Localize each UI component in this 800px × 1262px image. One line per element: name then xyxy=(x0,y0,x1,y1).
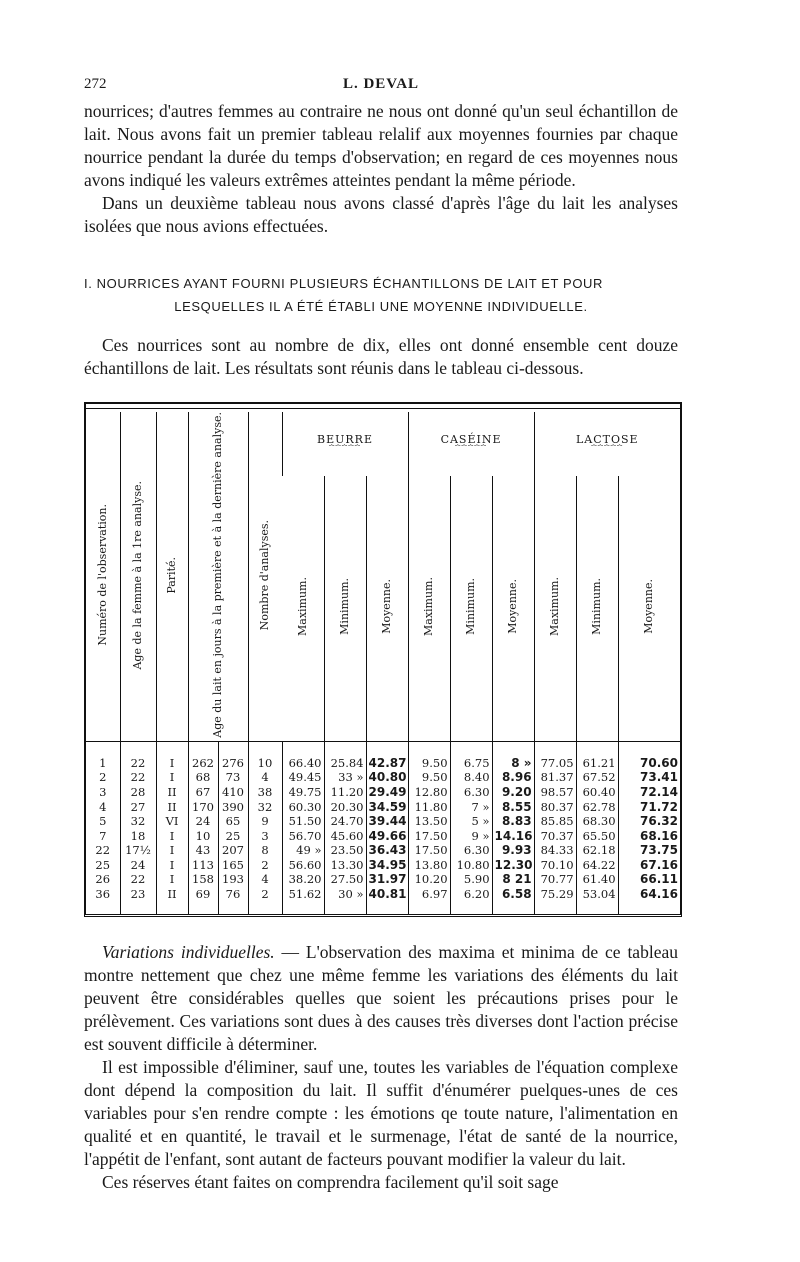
table-cell: 40.81 xyxy=(366,887,408,902)
variations-text: — L'observation des maxima et minima de ce tableau montre nettement que chez une même femme les variations des éléments du lait peuvent être considérables quelles que soient les précautions prises pour le prélèvement. Ces variations sont dues à des causes très diverses dont l'action précise est souvent difficile à déterminer. xyxy=(84,941,678,1054)
table-cell: 56.70 xyxy=(282,829,324,844)
table-cell: 85.85 xyxy=(534,814,576,829)
table-cell: 8.40 xyxy=(450,770,492,785)
table-cell: 49.45 xyxy=(282,770,324,785)
header-lactose-max: Maximum. xyxy=(534,476,576,742)
header-age-femme: Age de la femme à la 1re analyse. xyxy=(120,412,156,741)
header-caseine-max: Maximum. xyxy=(408,476,450,742)
header-beurre-max: Maximum. xyxy=(295,577,309,637)
table-cell: 84.33 xyxy=(534,843,576,858)
table-cell: 9.50 xyxy=(408,756,450,771)
table-cell: 13.30 xyxy=(324,858,366,873)
table-cell: 32 xyxy=(120,814,156,829)
table-cell: 36.43 xyxy=(366,843,408,858)
table-cell: 12.80 xyxy=(408,785,450,800)
table-cell: 9.93 xyxy=(492,843,534,858)
table-cell: 9.20 xyxy=(492,785,534,800)
table-cell: 23.50 xyxy=(324,843,366,858)
table-cell: 10.20 xyxy=(408,872,450,887)
table-cell: 8 » xyxy=(492,756,534,771)
table-cell: VI xyxy=(156,814,188,829)
table-row xyxy=(86,872,680,887)
table-cell: 30 » xyxy=(324,887,366,902)
section-title xyxy=(84,272,678,318)
table-cell: 6.58 xyxy=(492,887,534,902)
table-cell: 207 xyxy=(218,843,248,858)
table-cell: 39.44 xyxy=(366,814,408,829)
table-cell: 72.14 xyxy=(618,785,680,800)
table-cell: 25 xyxy=(95,857,111,872)
table-cell: 49.75 xyxy=(282,785,324,800)
table-cell: 7 » xyxy=(450,800,492,815)
header-beurre: BEURRE ⏞⏞⏞⏞⏞ xyxy=(282,412,408,476)
table-cell: 71.72 xyxy=(618,800,680,815)
table-cell: 10.80 xyxy=(450,858,492,873)
table-cell: 70.77 xyxy=(534,872,576,887)
table-cell: 62.18 xyxy=(576,843,618,858)
table-row xyxy=(86,770,680,785)
table-cell: 20.30 xyxy=(324,800,366,815)
table-cell: 14.16 xyxy=(492,829,534,844)
table-cell: 60.30 xyxy=(282,800,324,815)
header-numero: Numéro de l'observation. xyxy=(95,504,109,646)
table-cell: 22 xyxy=(120,770,156,785)
table-cell: 32 xyxy=(248,800,282,815)
table-cell: 8 xyxy=(248,843,282,858)
table-cell: 73.75 xyxy=(618,843,680,858)
table-cell: 69 xyxy=(188,887,218,902)
table-row xyxy=(86,756,680,771)
table-cell: I xyxy=(156,843,188,858)
table-cell: 390 xyxy=(218,800,248,815)
table-cell: 43 xyxy=(188,843,218,858)
table-row xyxy=(86,829,680,844)
table-cell: 11.20 xyxy=(324,785,366,800)
table-cell: 61.21 xyxy=(576,756,618,771)
table-cell: 76.32 xyxy=(618,814,680,829)
table-cell: 9 » xyxy=(450,829,492,844)
table-cell: 2 xyxy=(248,858,282,873)
table-cell: I xyxy=(156,858,188,873)
table-cell: 9.50 xyxy=(408,770,450,785)
header-age-lait: Age du lait en jours à la première et à la dernière analyse. xyxy=(188,412,248,741)
variations-title: Variations individuelles. xyxy=(102,941,275,962)
table-cell: 6.97 xyxy=(408,887,450,902)
table-cell: 12.30 xyxy=(492,858,534,873)
table-cell: 70.37 xyxy=(534,829,576,844)
header-parite: Parité. xyxy=(156,412,188,741)
table-cell: 8 21 xyxy=(492,872,534,887)
table-cell: II xyxy=(156,785,188,800)
table-cell: 25 xyxy=(218,829,248,844)
table-cell: 4 xyxy=(248,872,282,887)
table-cell: 5.90 xyxy=(450,872,492,887)
table-cell: 25.84 xyxy=(324,756,366,771)
table-cell: 13.50 xyxy=(408,814,450,829)
header-caseine-min: Minimum. xyxy=(450,476,492,742)
table-cell: 1 xyxy=(99,755,107,770)
table-cell: 2 xyxy=(99,770,107,785)
table-cell: 73.41 xyxy=(618,770,680,785)
table-cell: 10 xyxy=(188,829,218,844)
table-row xyxy=(86,800,680,815)
table-row xyxy=(86,843,680,858)
table-cell: 170 xyxy=(188,800,218,815)
table-cell: 28 xyxy=(120,785,156,800)
table-cell: 68 xyxy=(188,770,218,785)
table-cell: 26 xyxy=(95,872,111,887)
table-cell: 23 xyxy=(120,887,156,902)
table-row xyxy=(86,887,680,902)
table-cell: 36 xyxy=(95,887,111,902)
table-cell: 6.75 xyxy=(450,756,492,771)
table-cell: 56.60 xyxy=(282,858,324,873)
table-cell: 17.50 xyxy=(408,829,450,844)
table-cell: 38 xyxy=(248,785,282,800)
table-cell: 68.16 xyxy=(618,829,680,844)
table-cell: 22 xyxy=(95,843,111,858)
header-nombre: Nombre d'analyses. xyxy=(248,412,282,741)
table-cell: 2 xyxy=(248,887,282,902)
table-cell: 6.30 xyxy=(450,843,492,858)
table-cell: 158 xyxy=(188,872,218,887)
table-cell: 3 xyxy=(99,784,107,799)
table-cell: 7 xyxy=(99,828,107,843)
table-cell: 22 xyxy=(120,872,156,887)
table-cell: 24 xyxy=(120,858,156,873)
table-cell: 40.80 xyxy=(366,770,408,785)
paragraph: nourrices; d'autres femmes au contraire ne nous ont donné qu'un seul échantillon de lait. Nous avons fait un premier tableau relalif aux moyennes fournies par chaque nourrice pendant la durée du temps d'observation; en regard de ces moyennes nous avons indiqué les valeurs extrêmes atteintes pendant la même période. xyxy=(84,101,678,190)
table-cell: 5 xyxy=(99,814,107,829)
table-cell: 67 xyxy=(188,785,218,800)
table-cell: I xyxy=(156,872,188,887)
table-cell: 24 xyxy=(188,814,218,829)
table-cell: 67.52 xyxy=(576,770,618,785)
table-cell: 73 xyxy=(218,770,248,785)
table-cell: 66.40 xyxy=(282,756,324,771)
table-cell: 51.62 xyxy=(282,887,324,902)
page xyxy=(84,70,678,1194)
table-cell: I xyxy=(156,770,188,785)
page-number: 272 xyxy=(84,76,107,92)
table-cell: 6.30 xyxy=(450,785,492,800)
table-cell: 61.40 xyxy=(576,872,618,887)
table-row xyxy=(86,814,680,829)
header-lactose-min: Minimum. xyxy=(576,476,618,742)
table-cell: 27 xyxy=(120,800,156,815)
page-header xyxy=(84,70,678,100)
running-head: L. DEVAL xyxy=(342,76,420,92)
table-cell: 9 xyxy=(248,814,282,829)
table-cell: 11.80 xyxy=(408,800,450,815)
table-cell: 53.04 xyxy=(576,887,618,902)
section-title-line2: LESQUELLES IL A ÉTÉ ÉTABLI UNE MOYENNE INDIVIDUELLE. xyxy=(174,299,588,314)
table-cell: 17.50 xyxy=(408,843,450,858)
table-cell: 64.22 xyxy=(576,858,618,873)
header-lactose: LACTOSE ⏞⏞⏞⏞⏞ xyxy=(534,412,680,476)
table-cell: I xyxy=(156,756,188,771)
table-cell: 8.55 xyxy=(492,800,534,815)
table-cell: 60.40 xyxy=(576,785,618,800)
header-lactose-moy: Moyenne. xyxy=(618,476,680,742)
table-cell: 65 xyxy=(218,814,248,829)
table-cell: 3 xyxy=(248,829,282,844)
variations-paragraph xyxy=(84,941,678,1056)
table-cell: 6.20 xyxy=(450,887,492,902)
header-beurre-moy: Moyenne. xyxy=(366,476,408,742)
table-cell: 66.11 xyxy=(618,872,680,887)
table-cell: 70.60 xyxy=(618,756,680,771)
table-cell: 276 xyxy=(218,756,248,771)
table-cell: 17½ xyxy=(120,843,156,858)
table-cell: 193 xyxy=(218,872,248,887)
table-cell: 98.57 xyxy=(534,785,576,800)
table-cell: 33 » xyxy=(324,770,366,785)
table-cell: II xyxy=(156,800,188,815)
table-cell: 13.80 xyxy=(408,858,450,873)
table-row xyxy=(86,785,680,800)
table-cell: 29.49 xyxy=(366,785,408,800)
header-beurre-min: Minimum. xyxy=(324,476,366,742)
table-cell: 62.78 xyxy=(576,800,618,815)
table-cell: 77.05 xyxy=(534,756,576,771)
table-cell: 68.30 xyxy=(576,814,618,829)
table-cell: 27.50 xyxy=(324,872,366,887)
table-cell: I xyxy=(156,829,188,844)
table-cell: 34.59 xyxy=(366,800,408,815)
intro-paragraph: Ces nourrices sont au nombre de dix, elles ont donné ensemble cent douze échantillons de lait. Les résultats sont réunis dans le tableau ci-dessous. xyxy=(84,335,678,378)
table-cell: 49 » xyxy=(282,843,324,858)
table-cell: 113 xyxy=(188,858,218,873)
table-cell: 75.29 xyxy=(534,887,576,902)
table-cell: 24.70 xyxy=(324,814,366,829)
data-table xyxy=(84,402,682,917)
table-cell: 22 xyxy=(120,756,156,771)
table-cell: 165 xyxy=(218,858,248,873)
table-cell: 38.20 xyxy=(282,872,324,887)
paragraph: Ces réserves étant faites on comprendra facilement qu'il soit sage xyxy=(102,1171,559,1192)
table-cell: II xyxy=(156,887,188,902)
table-cell: 410 xyxy=(218,785,248,800)
table-cell: 10 xyxy=(248,756,282,771)
table-cell: 4 xyxy=(99,799,107,814)
header-caseine-moy: Moyenne. xyxy=(492,476,534,742)
header-caseine: CASÉINE ⏞⏞⏞⏞⏞ xyxy=(408,412,534,476)
paragraph: Dans un deuxième tableau nous avons classé d'après l'âge du lait les analyses isolées que nous avions effectuées. xyxy=(84,193,678,236)
table-cell: 5 » xyxy=(450,814,492,829)
table-cell: 31.97 xyxy=(366,872,408,887)
table-cell: 70.10 xyxy=(534,858,576,873)
table-cell: 34.95 xyxy=(366,858,408,873)
table-cell: 8.96 xyxy=(492,770,534,785)
table-cell: 45.60 xyxy=(324,829,366,844)
table-cell: 81.37 xyxy=(534,770,576,785)
table-cell: 8.83 xyxy=(492,814,534,829)
section-title-line1: I. NOURRICES AYANT FOURNI PLUSIEURS ÉCHANTILLONS DE LAIT ET POUR xyxy=(84,276,604,291)
table-cell: 4 xyxy=(248,770,282,785)
table-cell: 80.37 xyxy=(534,800,576,815)
table-cell: 65.50 xyxy=(576,829,618,844)
table-cell: 49.66 xyxy=(366,829,408,844)
table-cell: 42.87 xyxy=(366,756,408,771)
table-cell: 64.16 xyxy=(618,887,680,902)
table-cell: 76 xyxy=(218,887,248,902)
paragraph: Il est impossible d'éliminer, sauf une, toutes les variables de l'équation complexe dont dépend la composition du lait. Il suffit d'énumérer puelques-unes de ces variables pour s'en rendre compte : les émotions qe toute nature, l'alimentation en qualité et en quantité, le travail et le surmenage, l'état de santé de la nourrice, l'appétit de l'enfant, sont autant de facteurs pouvant modifier la valeur du lait. xyxy=(84,1056,678,1169)
table-cell: 67.16 xyxy=(618,858,680,873)
table-cell: 18 xyxy=(120,829,156,844)
table-cell: 51.50 xyxy=(282,814,324,829)
table-cell: 262 xyxy=(188,756,218,771)
table-row xyxy=(86,858,680,873)
